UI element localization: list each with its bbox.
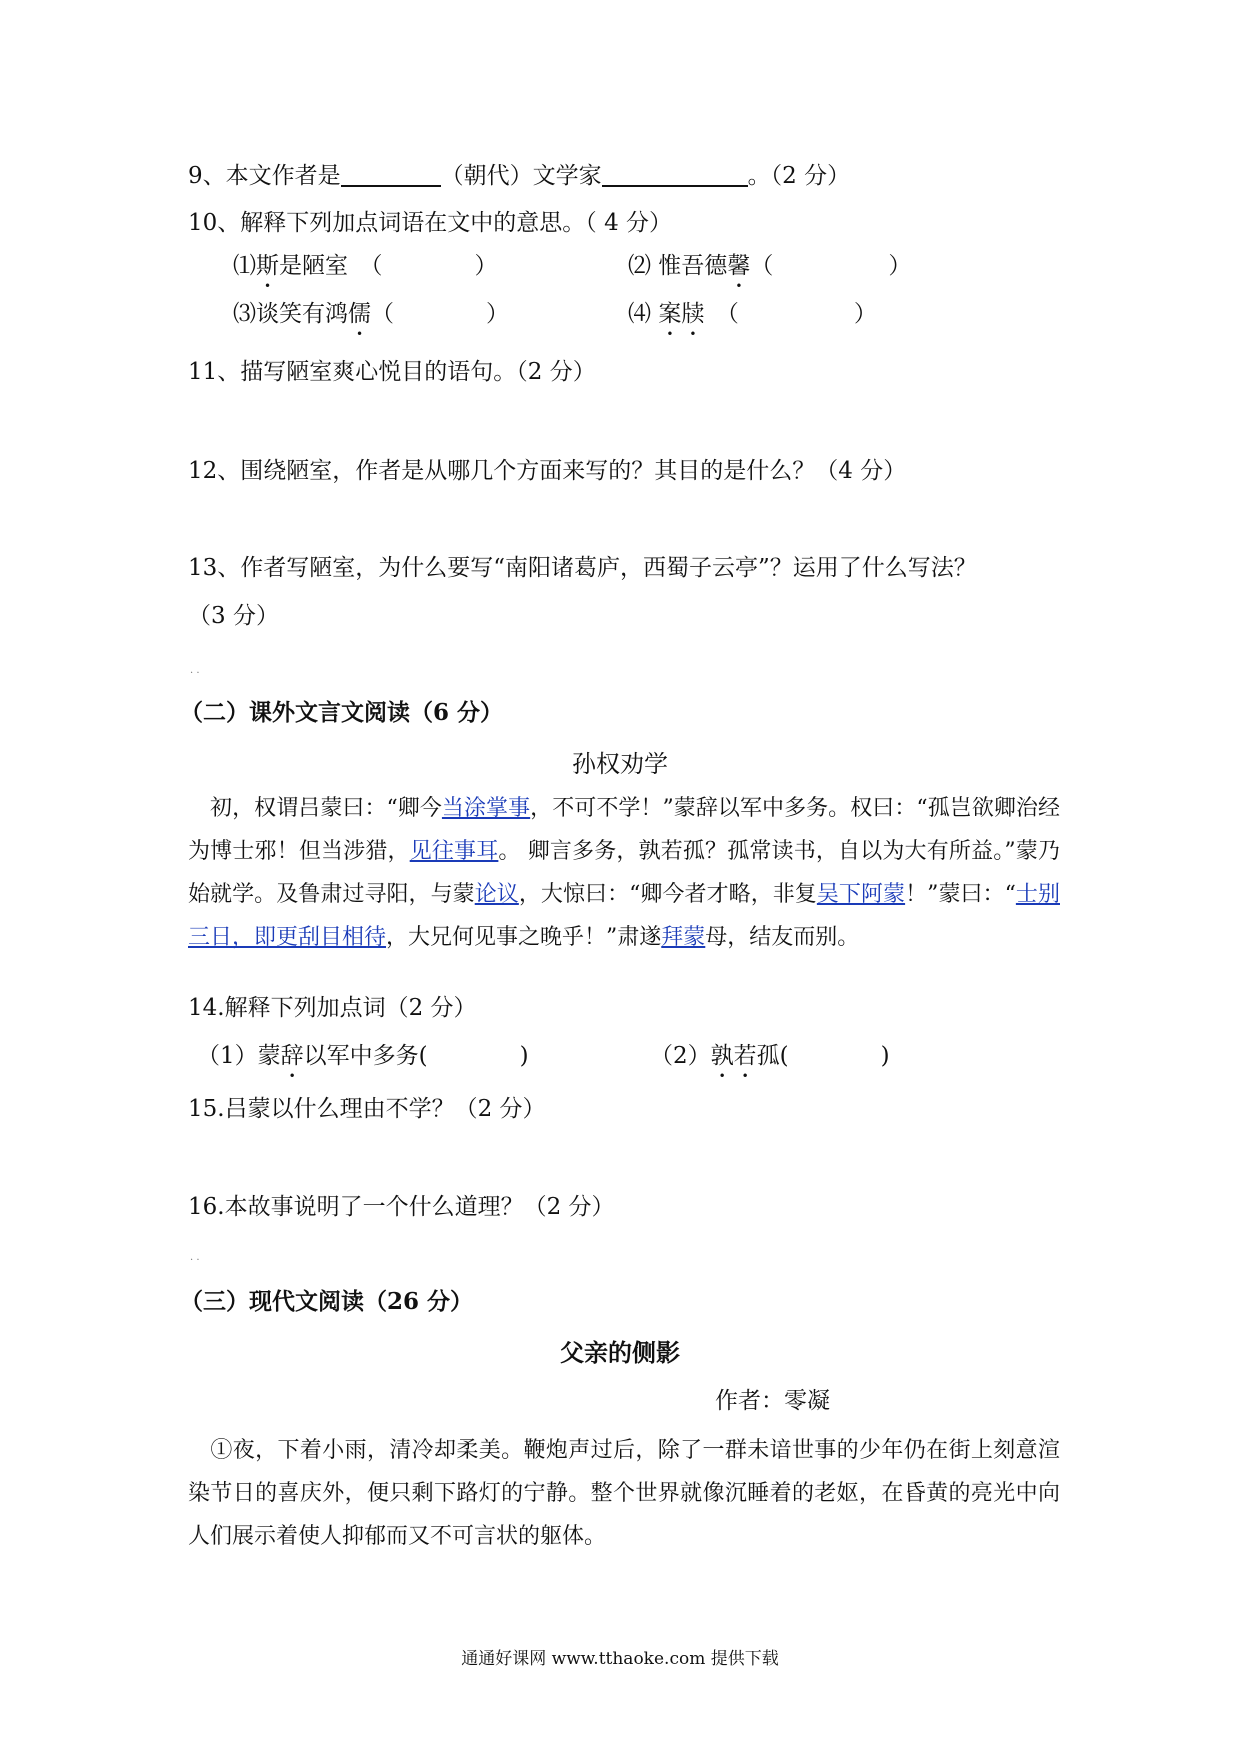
section-3-heading: （三）现代文阅读（26 分） — [180, 1288, 474, 1315]
text-segment: ，大惊曰：“卿今者才略，非复 — [518, 882, 817, 907]
text-segment: 。 卿言多务，孰若孤？孤常读书，自以为大有所益。”蒙乃始就学。及鲁肃过寻阳，与蒙 — [188, 839, 1060, 907]
dotted-word: 案牍 — [658, 301, 705, 327]
q9-text: 9、本文作者是 — [188, 163, 341, 189]
question-11: 11、描写陋室爽心悦目的语句。（2 分） — [188, 359, 596, 385]
answer-blank-dynasty[interactable] — [341, 161, 441, 187]
question-12: 12、围绕陋室，作者是从哪几个方面来写的？其目的是什么？（4 分） — [188, 458, 907, 484]
item-text-answer[interactable]: 以军中多务( ) — [303, 1043, 529, 1069]
dotted-word: 儒 — [348, 301, 371, 327]
text-segment: 初，权谓吕蒙曰：“卿今 — [188, 796, 442, 821]
dotted-word: 辞 — [280, 1043, 304, 1069]
item-text-answer[interactable]: 孤( ) — [756, 1043, 890, 1069]
annotation-link[interactable]: 见往事耳 — [409, 839, 499, 864]
item-text: （1）蒙 — [197, 1043, 281, 1069]
item-number: （2） — [650, 1043, 711, 1069]
text-segment: 母，结友而别。 — [705, 925, 860, 950]
annotation-link[interactable]: 当涂掌事 — [441, 796, 531, 821]
question-13-line-2: （3 分） — [188, 603, 279, 629]
q10-item-2 — [628, 250, 911, 293]
article-author: 作者：零凝 — [715, 1388, 830, 1414]
section-2-heading: （二）课外文言文阅读（6 分） — [180, 699, 504, 726]
annotation-link[interactable]: 士别三日，即更刮目相待 — [188, 882, 1060, 950]
text-segment: ，不可不学！”蒙辞以军中多务。权曰：“孤岂欲卿治经为博士邪！但当涉猎， — [188, 796, 1060, 864]
page-mark: . . — [190, 1252, 200, 1263]
dotted-word: 斯 — [256, 253, 279, 279]
q10-item-3 — [233, 298, 509, 341]
answer-blank-writer[interactable] — [602, 161, 748, 187]
item-number: ⑷ — [628, 301, 659, 327]
page-mark: . . — [190, 665, 200, 676]
question-16: 16.本故事说明了一个什么道理？（2 分） — [188, 1194, 615, 1220]
article-paragraph-1: ①夜，下着小雨，清冷却柔美。鞭炮声过后，除了一群未谙世事的少年仍在街上刻意渲染节日的喜庆外，便只剩下路灯的宁静。整个世界就像沉睡着的老妪，在昏黄的亮光中向人们展示着使人抑郁而又不可言状的躯体。 — [188, 1438, 1060, 1549]
q10-item-1 — [233, 250, 498, 293]
item-text: 是陋室 — [279, 253, 348, 279]
answer-paren[interactable]: （ ） — [371, 253, 498, 279]
question-15: 15.吕蒙以什么理由不学？（2 分） — [188, 1096, 546, 1122]
section-3-title: 父亲的侧影 — [560, 1338, 680, 1367]
section-2-title: 孙权劝学 — [572, 750, 668, 778]
item-number: ⑴ — [233, 253, 256, 279]
q10-item-4 — [628, 298, 877, 341]
annotation-link[interactable]: 拜蒙 — [661, 925, 706, 950]
dotted-word: 馨 — [727, 253, 751, 279]
question-9 — [188, 160, 850, 192]
q9-text-2: （朝代）文学家 — [440, 163, 602, 189]
question-10-title: 10、解释下列加点词语在文中的意思。（ 4 分） — [188, 210, 673, 236]
classical-text-paragraph — [188, 787, 1060, 959]
annotation-link[interactable]: 论议 — [474, 882, 519, 907]
text-segment: ，大兄何见事之晚乎！”肃遂 — [386, 925, 662, 950]
text-segment: ！”蒙曰：“ — [905, 882, 1016, 907]
item-text: ⑶谈笑有鸿 — [233, 301, 348, 327]
answer-paren[interactable]: （ ） — [371, 301, 509, 327]
answer-paren[interactable]: （ ） — [750, 253, 912, 279]
q14-item-1 — [197, 1040, 529, 1083]
q9-score: 。（2 分） — [747, 163, 851, 189]
annotation-link[interactable]: 吴下阿蒙 — [816, 882, 906, 907]
question-13-line-1: 13、作者写陋室，为什么要写“南阳诸葛庐，西蜀子云亭”？运用了什么写法？ — [188, 555, 977, 581]
dotted-word: 孰若 — [710, 1043, 757, 1069]
question-14-title: 14.解释下列加点词（2 分） — [188, 995, 477, 1021]
answer-paren[interactable]: （ ） — [727, 301, 877, 327]
page-footer: 通通好课网 www.tthaoke.com 提供下载 — [461, 1649, 779, 1669]
item-text: ⑵ 惟吾德 — [628, 253, 728, 279]
q14-item-2 — [650, 1040, 890, 1083]
